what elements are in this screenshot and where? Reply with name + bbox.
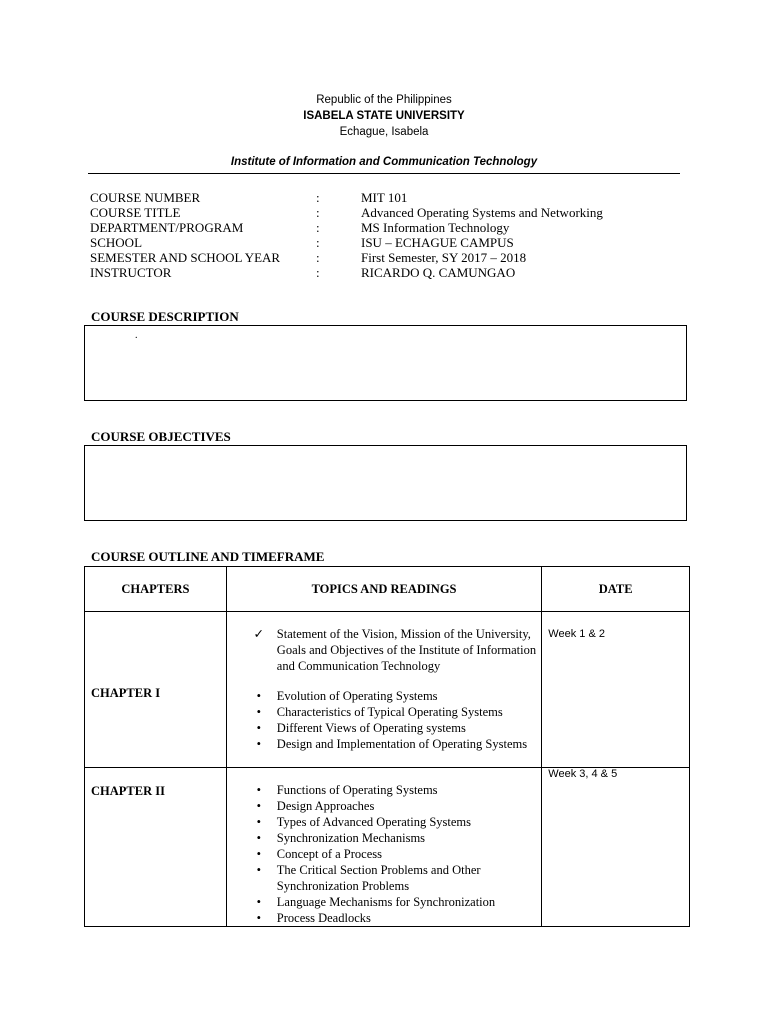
list-item: • Functions of Operating Systems (277, 782, 542, 798)
list-item: • Language Mechanisms for Synchronization (277, 894, 542, 910)
info-colon: : (316, 220, 320, 235)
bullet-icon: • (256, 799, 261, 813)
chapter-2-topics (226, 768, 542, 927)
bullet-icon: • (256, 911, 261, 925)
info-key: COURSE NUMBER (90, 190, 201, 205)
list-item: • Concept of a Process (277, 846, 542, 862)
table-row-chapter-2 (85, 768, 690, 927)
list-item: • Synchronization Mechanisms (277, 830, 542, 846)
description-mark: . (135, 330, 138, 341)
chapter-1-name: CHAPTER I (85, 612, 227, 768)
chapter-1-check-list (227, 626, 542, 674)
bullet-icon: • (256, 895, 261, 909)
info-key: SCHOOL (90, 235, 143, 250)
chapter-1-topics (226, 612, 542, 768)
info-key: SEMESTER AND SCHOOL YEAR (90, 250, 281, 265)
course-description-title: COURSE DESCRIPTION (91, 309, 239, 324)
list-item: • Design and Implementation of Operating Systems (277, 736, 542, 752)
republic-line: Republic of the Philippines (316, 94, 452, 106)
info-key: DEPARTMENT/PROGRAM (90, 220, 244, 235)
list-item: • Different Views of Operating systems (277, 720, 542, 736)
info-value: MS Information Technology (361, 220, 510, 235)
header-chapters: CHAPTERS (85, 567, 227, 612)
info-colon: : (316, 235, 320, 250)
course-objectives-title: COURSE OBJECTIVES (91, 429, 231, 444)
course-outline-title: COURSE OUTLINE AND TIMEFRAME (91, 549, 325, 564)
info-value: Advanced Operating Systems and Networking (361, 205, 603, 220)
list-item: • Evolution of Operating Systems (277, 688, 542, 704)
bullet-icon: • (256, 815, 261, 829)
list-item: • The Critical Section Problems and Other Synchronization Problems (277, 862, 542, 894)
info-value: RICARDO Q. CAMUNGAO (361, 265, 516, 280)
bullet-icon: • (256, 689, 261, 703)
info-colon: : (316, 265, 320, 280)
info-value: ISU – ECHAGUE CAMPUS (361, 235, 514, 250)
info-colon: : (316, 190, 320, 205)
list-item: • Characteristics of Typical Operating Systems (277, 704, 542, 720)
bullet-icon: • (256, 783, 261, 797)
info-colon: : (316, 250, 320, 265)
info-key: INSTRUCTOR (90, 265, 172, 280)
check-mark-icon: ✓ (253, 627, 265, 641)
list-item: • Design Approaches (277, 798, 542, 814)
university-name: ISABELA STATE UNIVERSITY (303, 110, 465, 122)
header-topics: TOPICS AND READINGS (226, 567, 542, 612)
bullet-icon: • (256, 831, 261, 845)
chapter-2-name: CHAPTER II (85, 768, 227, 927)
chapter-1-date: Week 1 & 2 (542, 612, 690, 768)
info-key: COURSE TITLE (90, 205, 181, 220)
course-outline-table (84, 566, 690, 927)
bullet-icon: • (256, 737, 261, 751)
header-divider (88, 173, 680, 174)
list-item: • Types of Advanced Operating Systems (277, 814, 542, 830)
info-value: MIT 101 (361, 190, 408, 205)
table-row-chapter-1 (85, 612, 690, 768)
bullet-icon: • (256, 847, 261, 861)
campus-location: Echague, Isabela (339, 126, 429, 138)
institute-name: Institute of Information and Communication Technology (230, 156, 538, 168)
info-colon: : (316, 205, 320, 220)
bullet-icon: • (256, 863, 261, 877)
list-item: • Process Deadlocks (277, 910, 542, 926)
chapter-2-date: Week 3, 4 & 5 (542, 768, 690, 927)
list-item: ✓ Statement of the Vision, Mission of the University, Goals and Objectives of the Institute of Information and Communication Technology (253, 627, 537, 673)
course-description-box (84, 325, 687, 401)
chapter-1-topic-list (227, 688, 542, 752)
table-header-row (85, 567, 690, 612)
bullet-icon: • (256, 705, 261, 719)
bullet-icon: • (256, 721, 261, 735)
chapter-2-topic-list (227, 782, 542, 926)
info-value: First Semester, SY 2017 – 2018 (361, 250, 527, 265)
course-objectives-box (84, 445, 687, 521)
header-date: DATE (542, 567, 690, 612)
